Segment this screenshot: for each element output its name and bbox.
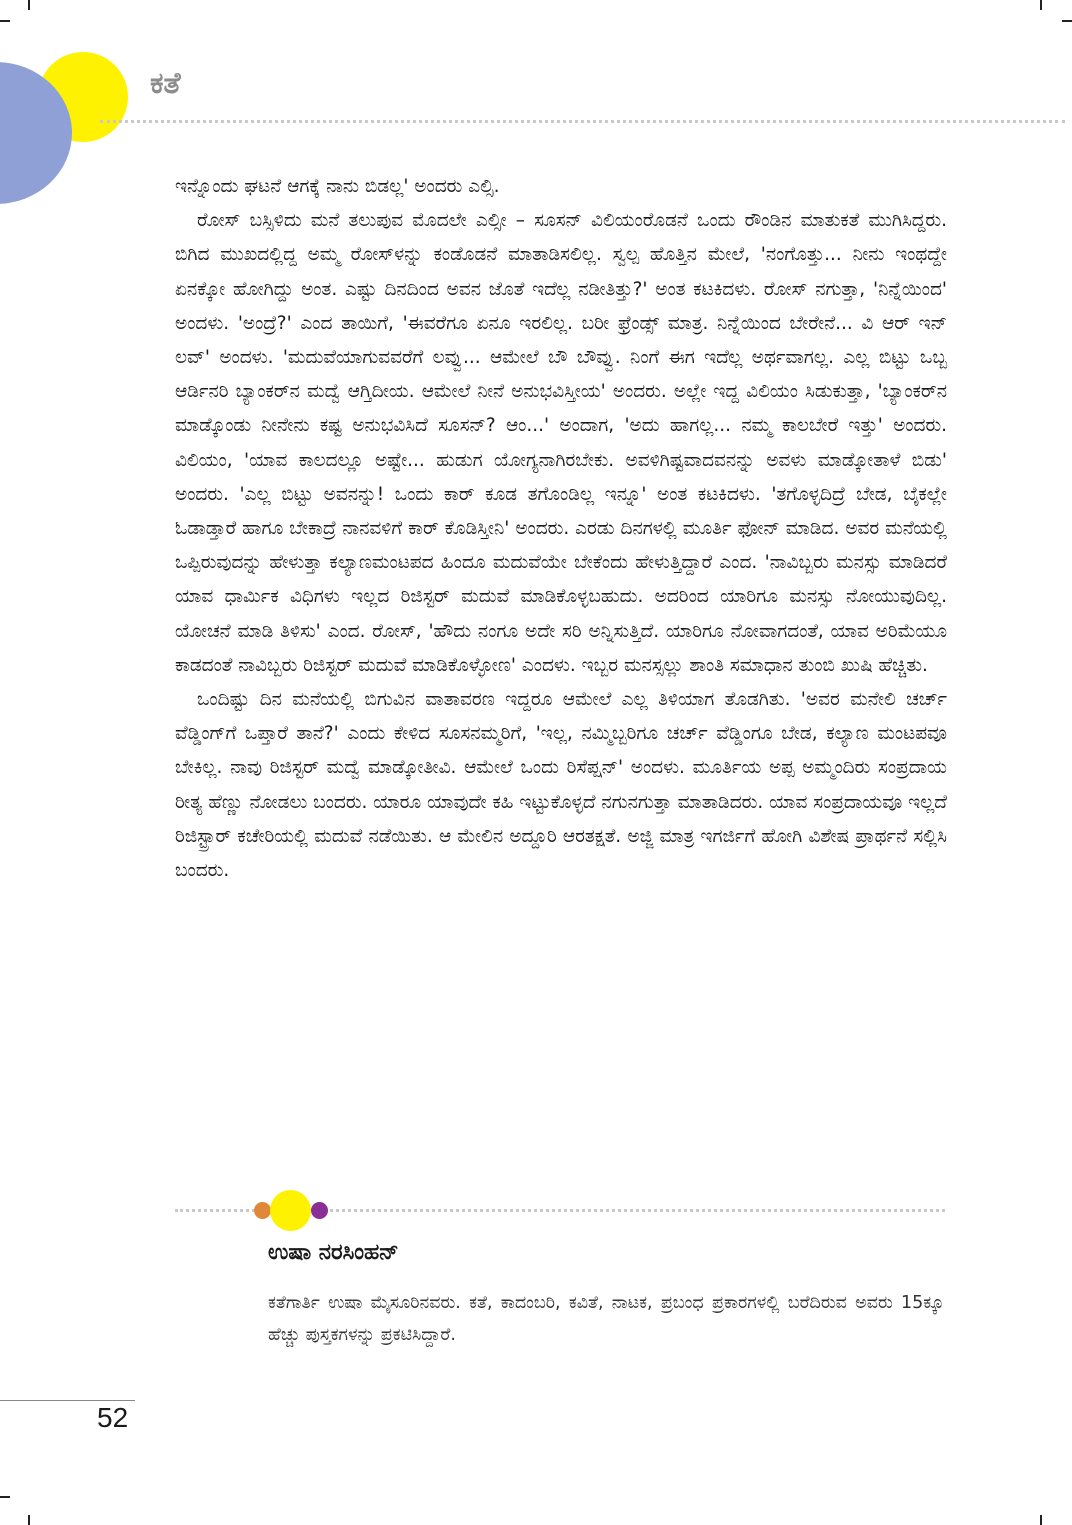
page-number: 52 [97,1402,129,1433]
decorative-purple-dot [311,1202,328,1219]
decorative-yellow-dot [270,1190,311,1231]
story-body [175,170,947,888]
header-dotted-divider [100,120,1065,123]
crop-mark-left-lower [0,1496,10,1498]
author-name: ಉಷಾ ನರಸಿಂಹನ್ [268,1240,399,1265]
crop-mark-top-right [1040,0,1042,10]
story-paragraph: ರೋಸ್ ಬಸ್ಸಿಳಿದು ಮನೆ ತಲುಪುವ ಮೊದಲೇ ಎಲ್ಸೀ – ಸೂಸನ್ ವಿಲಿಯಂರೊಡನೆ ಒಂದು ರೌಂಡಿನ ಮಾತುಕತೆ ಮುಗಿಸಿದ್ದರು. ಬಿಗಿದ ಮುಖದಲ್ಲಿದ್ದ ಅಮ್ಮ ರೋಸ್‌ಳನ್ನು ಕಂಡೊಡನೆ ಮಾತಾಡಿಸಲಿಲ್ಲ. ಸ್ವಲ್ಪ ಹೊತ್ತಿನ ಮೇಲೆ, 'ನಂಗೊತ್ತು... ನೀನು ಇಂಥದ್ದೇ ಏನಕ್ಕೋ ಹೋಗಿದ್ದು ಅಂತ. ಎಷ್ಟು ದಿನದಿಂದ ಅವನ ಜೊತೆ ಇದೆಲ್ಲ ನಡೀತಿತ್ತು?' ಅಂತ ಕಟಕಿದಳು. ರೋಸ್ ನಗುತ್ತಾ, 'ನಿನ್ನೆಯಿಂದ' ಅಂದಳು. 'ಅಂದ್ರೆ?' ಎಂದ ತಾಯಿಗೆ, 'ಈವರೆಗೂ ಏನೂ ಇರಲಿಲ್ಲ. ಬರೀ ಫ್ರೆಂಡ್ಸ್ ಮಾತ್ರ. ನಿನ್ನೆಯಿಂದ ಬೇರೇನೆ... ವಿ ಆರ್ ಇನ್ ಲವ್' ಅಂದಳು. 'ಮದುವೆಯಾಗುವವರೆಗೆ ಲವ್ವು... ಆಮೇಲೆ ಬೌ ಬೌವ್ವು. ನಿಂಗೆ ಈಗ ಇದೆಲ್ಲ ಅರ್ಥವಾಗಲ್ಲ. ಎಲ್ಲ ಬಿಟ್ಟು ಒಬ್ಬ ಆರ್ಡಿನರಿ ಬ್ಯಾಂಕರ್‌ನ ಮದ್ವೆ ಆಗ್ತಿದೀಯ. ಆಮೇಲೆ ನೀನೆ ಅನುಭವಿಸ್ತೀಯ' ಅಂದರು. ಅಲ್ಲೇ ಇದ್ದ ವಿಲಿಯಂ ಸಿಡುಕುತ್ತಾ, 'ಬ್ಯಾಂಕರ್‌ನ ಮಾಡ್ಕೊಂಡು ನೀನೇನು ಕಷ್ಟ ಅನುಭವಿಸಿದೆ ಸೂಸನ್? ಆಂ...' ಅಂದಾಗ, 'ಅದು ಹಾಗಲ್ಲ... ನಮ್ಮ ಕಾಲಬೇರೆ ಇತ್ತು' ಅಂದರು. ವಿಲಿಯಂ, 'ಯಾವ ಕಾಲದಲ್ಲೂ ಅಷ್ಟೇ... ಹುಡುಗ ಯೋಗ್ಯನಾಗಿರಬೇಕು. ಅವಳಿಗಿಷ್ಟವಾದವನನ್ನು ಅವಳು ಮಾಡ್ಕೋತಾಳೆ ಬಿಡು' ಅಂದರು. 'ಎಲ್ಲ ಬಿಟ್ಟು ಅವನನ್ನು! ಒಂದು ಕಾರ್ ಕೂಡ ತಗೊಂಡಿಲ್ಲ ಇನ್ನೂ' ಅಂತ ಕಟಕಿದಳು. 'ತಗೊಳ್ಳದಿದ್ರೆ ಬೇಡ, ಬೈಕಲ್ಲೇ ಓಡಾಡ್ತಾರೆ ಹಾಗೂ ಬೇಕಾದ್ರೆ ನಾನವಳಿಗೆ ಕಾರ್ ಕೊಡಿಸ್ತೀನಿ' ಅಂದರು. ಎರಡು ದಿನಗಳಲ್ಲಿ ಮೂರ್ತಿ ಫೋನ್ ಮಾಡಿದ. ಅವರ ಮನೆಯಲ್ಲಿ ಒಪ್ಪಿರುವುದನ್ನು ಹೇಳುತ್ತಾ ಕಲ್ಯಾಣಮಂಟಪದ ಹಿಂದೂ ಮದುವೆಯೇ ಬೇಕೆಂದು ಹೇಳುತ್ತಿದ್ದಾರೆ ಎಂದ. 'ನಾವಿಬ್ಬರು ಮನಸ್ಸು ಮಾಡಿದರೆ ಯಾವ ಧಾರ್ಮಿಕ ವಿಧಿಗಳು ಇಲ್ಲದ ರಿಜಿಸ್ಟರ್ ಮದುವೆ ಮಾಡಿಕೊಳ್ಳಬಹುದು. ಅದರಿಂದ ಯಾರಿಗೂ ಮನಸ್ಸು ನೋಯುವುದಿಲ್ಲ. ಯೋಚನೆ ಮಾಡಿ ತಿಳಿಸು' ಎಂದ. ರೋಸ್, 'ಹೌದು ನಂಗೂ ಅದೇ ಸರಿ ಅನ್ನಿಸುತ್ತಿದೆ. ಯಾರಿಗೂ ನೋವಾಗದಂತೆ, ಯಾವ ಅರಿಮೆಯೂ ಕಾಡದಂತೆ ನಾವಿಬ್ಬರು ರಿಜಿಸ್ಟರ್ ಮದುವೆ ಮಾಡಿಕೊಳ್ಳೋಣ' ಎಂದಳು. ಇಬ್ಬರ ಮನಸ್ಸಲ್ಲು ಶಾಂತಿ ಸಮಾಧಾನ ತುಂಬಿ ಖುಷಿ ಹೆಚ್ಚಿತು. [175,210,947,676]
story-paragraph: ಇನ್ನೊಂದು ಘಟನೆ ಆಗಕ್ಕೆ ನಾನು ಬಿಡಲ್ಲ' ಅಂದರು ಎಲ್ಸಿ. [175,176,500,197]
crop-mark-right-upper [1062,20,1072,22]
crop-mark-left-upper [0,20,10,22]
crop-mark-bottom-right [1040,1515,1042,1525]
page-number-rule [0,1400,135,1401]
story-paragraph: ಒಂದಿಷ್ಟು ದಿನ ಮನೆಯಲ್ಲಿ ಬಿಗುವಿನ ವಾತಾವರಣ ಇದ್ದರೂ ಆಮೇಲೆ ಎಲ್ಲ ತಿಳಿಯಾಗ ತೊಡಗಿತು. 'ಅವರ ಮನೇಲಿ ಚರ್ಚ್ ವೆಡ್ಡಿಂಗ್‌ಗೆ ಒಪ್ತಾರೆ ತಾನೆ?' ಎಂದು ಕೇಳಿದ ಸೂಸನಮ್ಮರಿಗೆ, 'ಇಲ್ಲ, ನಮ್ಮಿಬ್ಬರಿಗೂ ಚರ್ಚ್ ವೆಡ್ಡಿಂಗೂ ಬೇಡ, ಕಲ್ಯಾಣ ಮಂಟಪವೂ ಬೇಕಿಲ್ಲ. ನಾವು ರಿಜಿಸ್ಟರ್ ಮದ್ವೆ ಮಾಡ್ಕೋತೀವಿ. ಆಮೇಲೆ ಒಂದು ರಿಸೆಪ್ಷನ್' ಅಂದಳು. ಮೂರ್ತಿಯ ಅಪ್ಪ ಅಮ್ಮಂದಿರು ಸಂಪ್ರದಾಯ ರೀತ್ಯ ಹೆಣ್ಣು ನೋಡಲು ಬಂದರು. ಯಾರೂ ಯಾವುದೇ ಕಹಿ ಇಟ್ಟುಕೊಳ್ಳದೆ ನಗುನಗುತ್ತಾ ಮಾತಾಡಿದರು. ಯಾವ ಸಂಪ್ರದಾಯವೂ ಇಲ್ಲದೆ ರಿಜಿಸ್ಟ್ರಾರ್ ಕಚೇರಿಯಲ್ಲಿ ಮದುವೆ ನಡೆಯಿತು. ಆ ಮೇಲಿನ ಅದ್ದೂರಿ ಆರತಕ್ಷತೆ. ಅಜ್ಜಿ ಮಾತ್ರ ಇಗರ್ಜಿಗೆ ಹೋಗಿ ವಿಶೇಷ ಪ್ರಾರ್ಥನೆ ಸಲ್ಲಿಸಿ ಬಂದರು. [175,689,947,882]
crop-mark-top-left [28,0,30,10]
section-title: ಕತೆ [150,66,181,101]
decorative-orange-dot [254,1202,271,1219]
author-bio: ಕತೆಗಾರ್ತಿ ಉಷಾ ಮೈಸೂರಿನವರು. ಕತೆ, ಕಾದಂಬರಿ, ಕವಿತೆ, ನಾಟಕ, ಪ್ರಬಂಧ ಪ್ರಕಾರಗಳಲ್ಲಿ ಬರೆದಿರುವ ಅವರು 15ಕ್ಕೂ ಹೆಚ್ಚು ಪುಸ್ತಕಗಳನ್ನು ಪ್ರಕಟಿಸಿದ್ದಾರೆ. [268,1293,944,1345]
crop-mark-bottom-left [28,1515,30,1525]
